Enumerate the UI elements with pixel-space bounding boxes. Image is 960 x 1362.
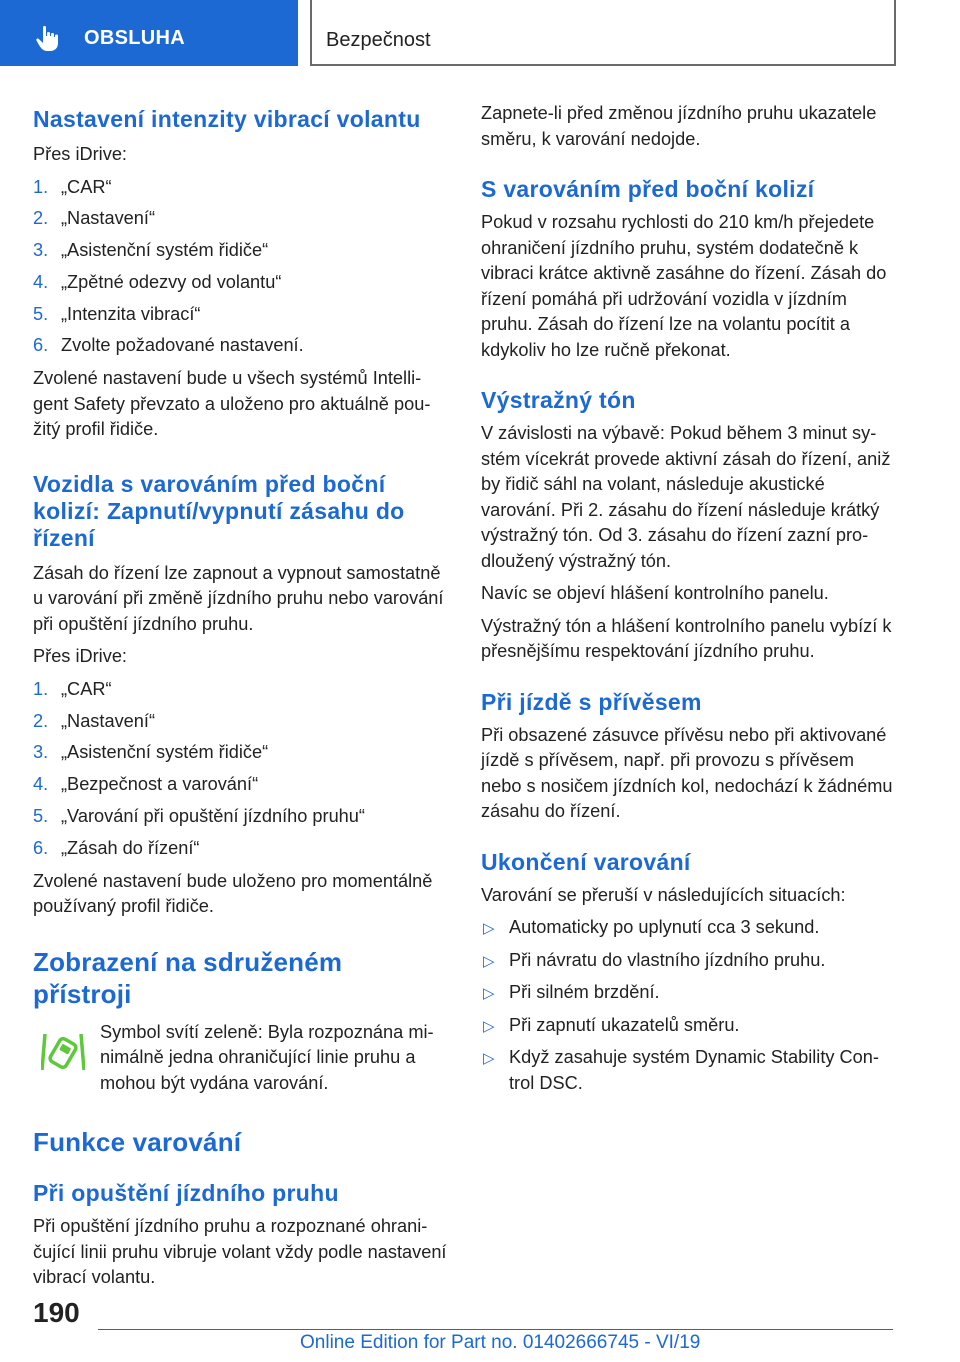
bullet-triangle-icon: ▷	[483, 952, 495, 970]
list-item: 1. „CAR“	[33, 176, 112, 197]
paragraph: Varování se přeruší v následujících situacích:	[481, 884, 846, 905]
symbol-description: Symbol svítí zeleně: Byla rozpoznána minimálně jedna ohraničující linie pruhu a mohou být vydána varování.	[100, 1021, 434, 1093]
steps-list-2	[33, 674, 447, 865]
idrive-intro: Přes iDrive:	[33, 144, 127, 164]
list-item: 1. „CAR“	[33, 678, 112, 699]
section-label: Bezpečnost	[326, 29, 431, 51]
left-column	[33, 96, 447, 1291]
list-item: 5. „Varování při opuštění jízdního pruhu“	[33, 805, 365, 826]
idrive-intro: Přes iDrive:	[33, 646, 127, 667]
paragraph: Výstražný tón a hlášení kontrolního panelu vybízí k přesnějšímu respektování jízdního pruhu.	[481, 615, 892, 661]
list-item: ▷ Když zasahuje systém Dynamic Stability Control DSC.	[483, 1047, 879, 1093]
paragraph: Zvolené nastavení bude u všech systémů Intelligent Safety převzato a uloženo pro aktuálně použitý profil řidiče.	[33, 368, 431, 440]
list-item: 6. „Zásah do řízení“	[33, 837, 200, 858]
heading-side-collision-steering: Vozidla s varováním před boční kolizí: Zapnutí/vypnutí zásahu do řízení	[33, 470, 405, 551]
heading-warning-tone: Výstražný tón	[481, 387, 636, 413]
steps-list-1	[33, 172, 447, 363]
list-item: ▷ Při zapnutí ukazatelů směru.	[481, 1013, 895, 1039]
list-item: ▷ Při silném brzdění.	[481, 980, 895, 1006]
paragraph: Zásah do řízení lze zapnout a vypnout samostatně u varování při změně jízdního pruhu nebo varování při opuštění jízdního pruhu.	[33, 562, 444, 634]
page-header	[0, 0, 960, 66]
paragraph: Pokud v rozsahu rychlosti do 210 km/h přejedete ohraničení jízdního pruhu, systém dodatečně k vibraci krátce aktivně zasáhne do řízení. Zásah do řízení pomáhá při udržování vozidla v jízdním pruhu. Zásah do řízení lze na volantu pocítit a kdykoliv ho lze ručně překonat.	[481, 212, 887, 360]
paragraph: Zvolené nastavení bude uloženo pro momentálně používaný profil řidiče.	[33, 870, 433, 917]
right-column	[481, 96, 895, 1096]
page-number: 190	[33, 1297, 80, 1328]
chapter-label: OBSLUHA	[84, 27, 185, 49]
heading-side-collision-warning: S varováním před boční kolizí	[481, 176, 815, 202]
heading-warning-end: Ukončení varování	[481, 848, 691, 875]
list-item: 3. „Asistenční systém řidiče“	[33, 240, 269, 261]
heading-trailer: Při jízdě s přívěsem	[481, 688, 702, 715]
hand-pointer-icon	[34, 24, 64, 54]
bullet-triangle-icon: ▷	[483, 1050, 495, 1067]
heading-lane-departure: Při opuštění jízdního pruhu	[33, 1180, 339, 1207]
section-box	[310, 0, 896, 66]
paragraph: V závislosti na výbavě: Pokud během 3 minut systém vícekrát provede aktivní zásah do řízení, aniž by řidič sáhl na volant, následuje akustické varování. Při 2. zásahu do řízení následuje krátký výstražný tón. Od 3. zásahu do řízení zazní prodloužený výstražný tón.	[481, 423, 891, 571]
edition-note: Online Edition for Part no. 01402666745 - VI/19	[300, 1332, 701, 1353]
heading-instrument-cluster: Zobrazení na sdruženém přístroji	[33, 946, 343, 1009]
paragraph: Zapnete-li před změnou jízdního pruhu ukazatele směru, k varování nedojde.	[481, 103, 877, 149]
list-item: 6. Zvolte požadované nastavení.	[33, 335, 304, 356]
lane-departure-green-icon	[41, 1026, 85, 1074]
list-item: 3. „Asistenční systém řidiče“	[33, 742, 269, 763]
bullet-triangle-icon: ▷	[483, 985, 495, 1002]
list-item: ▷ Při návratu do vlastního jízdního pruhu.	[481, 948, 895, 974]
bullet-triangle-icon: ▷	[483, 920, 495, 937]
list-item: 2. „Nastavení“	[33, 208, 156, 229]
footer-divider	[98, 1329, 893, 1330]
list-item: 4. „Zpětné odezvy od volantu“	[33, 271, 282, 292]
list-item: 4. „Bezpečnost a varování“	[33, 774, 259, 795]
list-item: 5. „Intenzita vibrací“	[33, 303, 201, 324]
list-item: 2. „Nastavení“	[33, 710, 156, 731]
chapter-tab	[0, 0, 298, 66]
heading-vibration-intensity: Nastavení intenzity vibrací volantu	[33, 106, 421, 132]
paragraph: Navíc se objeví hlášení kontrolního panelu.	[481, 583, 829, 603]
bullet-triangle-icon: ▷	[483, 1017, 495, 1035]
warning-end-list	[481, 915, 895, 1096]
symbol-note	[33, 1020, 447, 1097]
paragraph: Při opuštění jízdního pruhu a rozpoznané ohraničující linii pruhu vibruje volant vždy podle nastavení vibrací volantu.	[33, 1216, 447, 1288]
paragraph: Při obsazené zásuvce přívěsu nebo při aktivované jízdě s přívěsem, např. při provozu s přívěsem nebo s nosičem jízdních kol, nedochází k žádnému zásahu do řízení.	[481, 724, 893, 821]
heading-warning-function: Funkce varování	[33, 1127, 242, 1158]
list-item: ▷ Automaticky po uplynutí cca 3 sekund.	[481, 915, 895, 941]
